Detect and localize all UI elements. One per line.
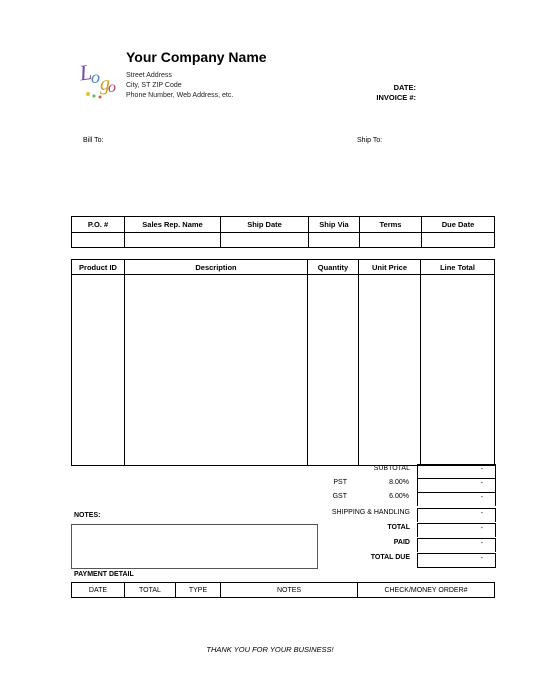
sales-rep-cell[interactable] (125, 233, 221, 248)
pst-rate: 8.00% (389, 479, 409, 486)
invoice-number-label: INVOICE #: (376, 93, 416, 102)
city-state-zip: City, ST ZIP Code (126, 82, 182, 89)
due-date-cell[interactable] (422, 233, 495, 248)
pay-col-date: DATE (72, 583, 125, 598)
thank-you-footer: THANK YOU FOR YOUR BUSINESS! (206, 645, 334, 654)
logo-image (78, 50, 120, 100)
shipping-label: SHIPPING & HANDLING (331, 509, 410, 516)
pst-value-box[interactable] (417, 478, 496, 492)
col-terms: Terms (360, 217, 422, 233)
paid-label: PAID (393, 539, 410, 546)
payment-detail-table (71, 582, 495, 598)
total-due-value-box[interactable] (417, 553, 496, 568)
col-due-date: Due Date (422, 217, 495, 233)
po-cell[interactable] (72, 233, 125, 248)
subtotal-value: - (480, 466, 483, 473)
date-label: DATE: (393, 83, 416, 92)
subtotal-row (250, 464, 495, 478)
ship-via-cell[interactable] (309, 233, 360, 248)
product-id-cell[interactable] (72, 275, 125, 466)
gst-rate: 6.00% (389, 493, 409, 500)
col-product-id: Product ID (72, 260, 125, 275)
col-description: Description (125, 260, 308, 275)
quantity-cell[interactable] (308, 275, 359, 466)
gst-value-box[interactable] (417, 492, 496, 506)
ship-to-label: Ship To: (357, 137, 383, 144)
svg-text:L: L (78, 58, 94, 86)
total-value-box[interactable] (417, 523, 496, 537)
bill-to-label: Bill To: (83, 137, 104, 144)
col-quantity: Quantity (308, 260, 359, 275)
notes-box[interactable] (71, 524, 318, 569)
shipping-value-box[interactable] (417, 508, 496, 522)
pay-col-type: TYPE (176, 583, 221, 598)
svg-text:o: o (91, 67, 100, 87)
gst-label: GST (332, 493, 347, 500)
total-due-value: - (480, 555, 483, 562)
paid-value-box[interactable] (417, 538, 496, 552)
description-cell[interactable] (125, 275, 308, 466)
shipping-row (250, 508, 495, 522)
subtotal-value-box[interactable] (417, 464, 496, 478)
pst-value: - (480, 480, 483, 487)
pay-col-check-money-order: CHECK/MONEY ORDER# (358, 583, 495, 598)
unit-price-cell[interactable] (359, 275, 421, 466)
company-name: Your Company Name (126, 49, 267, 65)
subtotal-label: SUBTOTAL (373, 465, 410, 472)
line-items-table (71, 259, 495, 466)
paid-value: - (480, 540, 483, 547)
total-due-label: TOTAL DUE (370, 554, 410, 561)
street-address: Street Address (126, 72, 172, 79)
pay-col-notes: NOTES (221, 583, 358, 598)
line-total-cell[interactable] (421, 275, 495, 466)
terms-cell[interactable] (360, 233, 422, 248)
total-value: - (480, 525, 483, 532)
shipping-value: - (480, 510, 483, 517)
svg-text:o: o (108, 79, 116, 96)
total-label: TOTAL (387, 524, 410, 531)
pst-row (250, 478, 495, 492)
col-sales-rep: Sales Rep. Name (125, 217, 221, 233)
col-unit-price: Unit Price (359, 260, 421, 275)
gst-row (250, 492, 495, 506)
phone-web: Phone Number, Web Address, etc. (126, 92, 234, 99)
pst-label: PST (333, 479, 347, 486)
order-info-table (71, 216, 495, 248)
col-line-total: Line Total (421, 260, 495, 275)
notes-label: NOTES: (74, 512, 101, 519)
col-po: P.O. # (72, 217, 125, 233)
payment-detail-label: PAYMENT DETAIL (74, 571, 134, 578)
col-ship-date: Ship Date (221, 217, 309, 233)
gst-value: - (480, 494, 483, 501)
col-ship-via: Ship Via (309, 217, 360, 233)
svg-text:g: g (100, 73, 110, 95)
ship-date-cell[interactable] (221, 233, 309, 248)
pay-col-total: TOTAL (125, 583, 176, 598)
